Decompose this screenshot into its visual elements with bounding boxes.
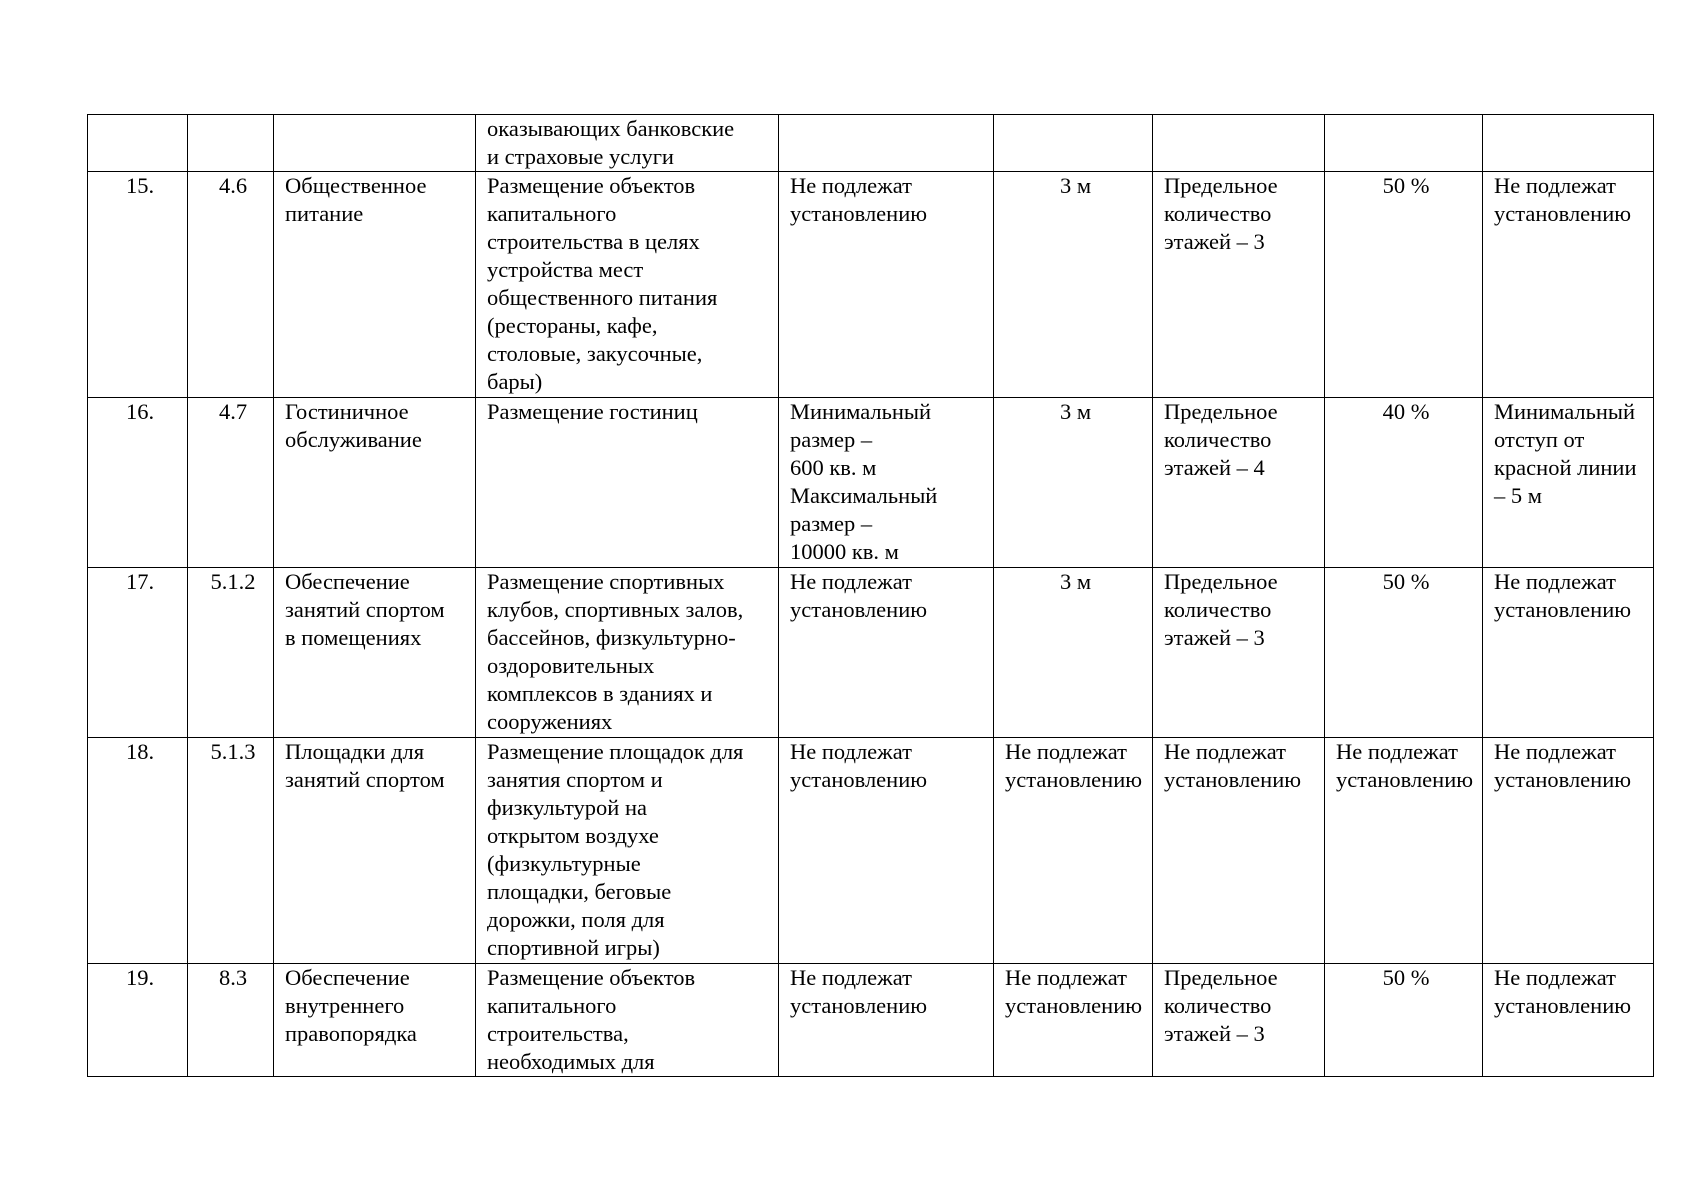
use-code-cell: 5.1.2 [188, 568, 274, 738]
use-description-cell: Размещение объектов капитального строительства, необходимых для [476, 964, 779, 1077]
use-code-cell: 5.1.3 [188, 738, 274, 964]
use-description-cell: Размещение площадок для занятия спортом и физкультурой на открытом воздухе (физкультурные площадки, беговые дорожки, поля для спортивной игры) [476, 738, 779, 964]
other-params-cell [1483, 115, 1654, 172]
use-description-cell: Размещение гостиниц [476, 398, 779, 568]
other-params-cell: Не подлежат установлению [1483, 568, 1654, 738]
table-row [88, 115, 1654, 172]
use-code-cell: 8.3 [188, 964, 274, 1077]
row-number-cell: 19. [88, 964, 188, 1077]
land-use-regulations-table [87, 114, 1654, 1077]
use-description-cell: Размещение спортивных клубов, спортивных залов, бассейнов, физкультурно- оздоровительных комплексов в зданиях и сооружениях [476, 568, 779, 738]
floors-cell [1153, 115, 1325, 172]
setback-cell: Не подлежат установлению [994, 964, 1153, 1077]
setback-cell: Не подлежат установлению [994, 738, 1153, 964]
setback-cell: 3 м [994, 568, 1153, 738]
setback-cell: 3 м [994, 398, 1153, 568]
use-description-cell: Размещение объектов капитального строительства в целях устройства мест общественного питания (рестораны, кафе, столовые, закусочные, бары) [476, 172, 779, 398]
coverage-cell: Не подлежат установлению [1325, 738, 1483, 964]
coverage-cell: 50 % [1325, 964, 1483, 1077]
floors-cell: Предельное количество этажей – 3 [1153, 172, 1325, 398]
floors-cell: Предельное количество этажей – 3 [1153, 964, 1325, 1077]
row-number-cell: 18. [88, 738, 188, 964]
floors-cell: Предельное количество этажей – 3 [1153, 568, 1325, 738]
setback-cell [994, 115, 1153, 172]
plot-size-cell: Минимальный размер – 600 кв. м Максимальный размер – 10000 кв. м [779, 398, 994, 568]
coverage-cell: 50 % [1325, 568, 1483, 738]
row-number-cell: 17. [88, 568, 188, 738]
document-page [87, 114, 1653, 1077]
plot-size-cell [779, 115, 994, 172]
table-row [88, 964, 1654, 1077]
other-params-cell: Минимальный отступ от красной линии – 5 м [1483, 398, 1654, 568]
coverage-cell [1325, 115, 1483, 172]
use-code-cell: 4.7 [188, 398, 274, 568]
use-name-cell: Обеспечение занятий спортом в помещениях [274, 568, 476, 738]
table-row [88, 172, 1654, 398]
use-code-cell [188, 115, 274, 172]
other-params-cell: Не подлежат установлению [1483, 964, 1654, 1077]
use-name-cell: Общественное питание [274, 172, 476, 398]
use-name-cell: Площадки для занятий спортом [274, 738, 476, 964]
use-name-cell [274, 115, 476, 172]
coverage-cell: 40 % [1325, 398, 1483, 568]
coverage-cell: 50 % [1325, 172, 1483, 398]
use-description-cell: оказывающих банковские и страховые услуги [476, 115, 779, 172]
use-name-cell: Гостиничное обслуживание [274, 398, 476, 568]
setback-cell: 3 м [994, 172, 1153, 398]
floors-cell: Не подлежат установлению [1153, 738, 1325, 964]
row-number-cell: 16. [88, 398, 188, 568]
other-params-cell: Не подлежат установлению [1483, 738, 1654, 964]
other-params-cell: Не подлежат установлению [1483, 172, 1654, 398]
use-name-cell: Обеспечение внутреннего правопорядка [274, 964, 476, 1077]
use-code-cell: 4.6 [188, 172, 274, 398]
plot-size-cell: Не подлежат установлению [779, 568, 994, 738]
table-row [88, 738, 1654, 964]
plot-size-cell: Не подлежат установлению [779, 172, 994, 398]
table-row [88, 398, 1654, 568]
plot-size-cell: Не подлежат установлению [779, 964, 994, 1077]
row-number-cell [88, 115, 188, 172]
table-row [88, 568, 1654, 738]
row-number-cell: 15. [88, 172, 188, 398]
plot-size-cell: Не подлежат установлению [779, 738, 994, 964]
floors-cell: Предельное количество этажей – 4 [1153, 398, 1325, 568]
